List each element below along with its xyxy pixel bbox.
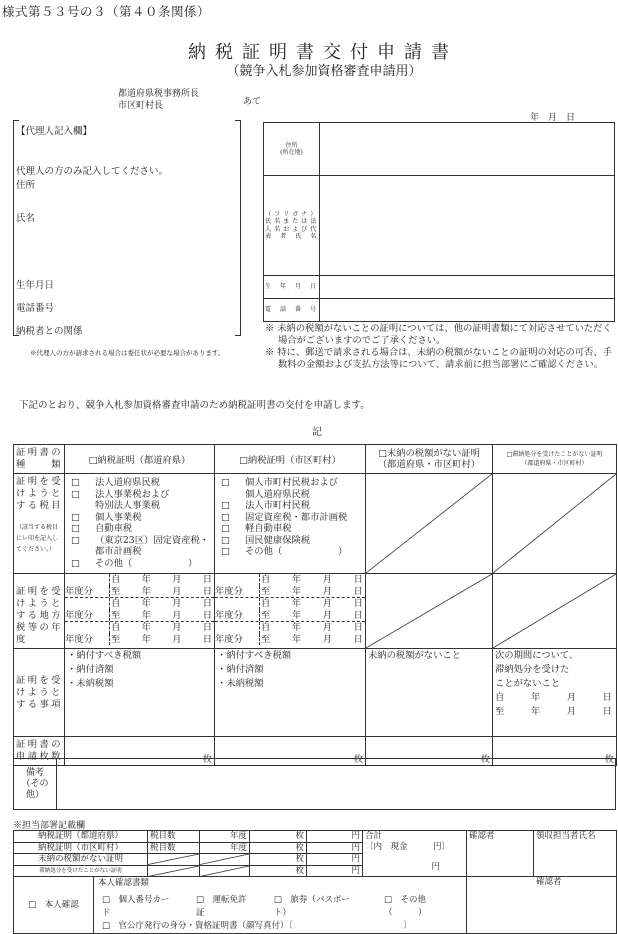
date-part: 日: [202, 633, 212, 645]
col-pref-tax[interactable]: □納税証明（都道府県）: [65, 445, 215, 474]
disposition-count[interactable]: 枚: [493, 737, 617, 766]
tax-item-label: 国民健康保険税: [245, 534, 311, 546]
applicant-birthdate-field[interactable]: [320, 276, 615, 299]
muni-matters: [215, 649, 366, 737]
applicant-address-label: 住所 (所在地): [264, 123, 320, 176]
matter-item: ことがないこと: [495, 678, 561, 689]
applicant-name-label: （フリガナ）氏名または法人名および代表者氏名: [264, 176, 320, 276]
pref-years[interactable]: [65, 574, 215, 649]
diagonal-line: [366, 474, 492, 573]
office-yen: 円: [307, 831, 363, 843]
date-part: 自: [261, 598, 271, 609]
period-to[interactable]: 至 年 月 日: [495, 706, 612, 717]
year-range-from[interactable]: [215, 622, 365, 634]
date-part: 年: [291, 598, 302, 609]
tax-item[interactable]: [65, 535, 214, 547]
checkbox-spacer: [65, 500, 95, 512]
col-no-unpaid-scope: （都道府県・市区町村）: [377, 459, 481, 470]
office-sheets: 枚: [250, 842, 307, 854]
office-row-label: 未納の税額がない証明: [14, 854, 148, 866]
date-part: 月: [172, 622, 182, 633]
date-part: 月: [322, 633, 333, 645]
date-part: 日: [202, 598, 212, 609]
year-range[interactable]: [65, 622, 214, 645]
row-label-count: 証明書の申請枚数: [14, 737, 65, 766]
id-doc-official[interactable]: □ 官公庁発行の身分・資格証明書（顔写真付）〔 〕: [102, 921, 412, 931]
office-fiscal-year: 年度: [200, 842, 250, 854]
application-date[interactable]: 年 月 日: [530, 113, 576, 123]
ki-heading: 記: [312, 427, 322, 438]
checkbox-spacer: [65, 546, 95, 558]
tax-item-label: 法人道府県民税: [95, 477, 161, 488]
tax-item[interactable]: [215, 477, 365, 489]
office-diag: [148, 854, 200, 866]
tax-item[interactable]: [65, 477, 214, 489]
date-part: 月: [322, 574, 333, 585]
bracket-right: [235, 120, 241, 336]
year-range[interactable]: [215, 574, 365, 598]
tax-item-label: 都市計画税: [95, 546, 142, 557]
year-range-from[interactable]: [215, 574, 365, 586]
diagonal-line: [200, 866, 249, 877]
tax-items-label: 証明を受けようとする税目: [16, 476, 62, 511]
tax-item-label: その他（ ）: [245, 546, 348, 557]
tax-item-label: 固定資産税・都市計画税: [245, 511, 348, 523]
office-diag: [148, 865, 200, 877]
date-part: 年: [141, 609, 151, 621]
tax-item-label: 個人道府県民税: [245, 488, 311, 500]
date-part: 月: [172, 585, 182, 597]
matter-item: ・未納税額: [217, 678, 264, 689]
tax-item[interactable]: [215, 523, 365, 535]
muni-count[interactable]: 枚: [215, 737, 366, 766]
date-range-field[interactable]: [260, 610, 365, 622]
date-range-field[interactable]: [260, 586, 365, 598]
year-range-from[interactable]: [65, 574, 214, 586]
diag-cell: [493, 474, 617, 574]
tax-item-label: 軽自動車税: [245, 523, 292, 534]
diag-cell: [366, 574, 493, 649]
office-tax-count: 税目数: [148, 831, 200, 843]
date-part: 月: [172, 609, 182, 621]
tax-item-label: 法人事業税および: [95, 488, 170, 500]
year-range-to[interactable]: [215, 634, 365, 646]
year-range-to[interactable]: [65, 634, 214, 646]
year-range-to[interactable]: [65, 586, 214, 598]
date-range-field[interactable]: [110, 598, 214, 610]
matter-item: 滞納処分を受けた: [495, 664, 570, 675]
fiscal-year-field[interactable]: [215, 598, 260, 610]
office-yen: 円: [307, 854, 363, 866]
checkbox-spacer: [215, 489, 245, 501]
diag-cell: [366, 474, 493, 574]
tax-item[interactable]: [215, 512, 365, 524]
date-range-field[interactable]: [260, 622, 365, 634]
tax-item-label: 個人事業税: [95, 511, 142, 523]
date-part: 日: [353, 609, 363, 621]
id-doc-passport[interactable]: □ 旅券（パスポート）: [273, 895, 350, 918]
date-part: 日: [353, 633, 363, 645]
agent-instruction: 代理人の方のみ記入してください。: [16, 166, 169, 177]
checkbox-icon[interactable]: □: [221, 511, 230, 523]
applicant-phone-field[interactable]: [320, 299, 615, 322]
date-part: 年: [141, 598, 151, 609]
date-part: 至: [261, 585, 271, 597]
office-fiscal-year: 年度: [200, 831, 250, 843]
row-label-type: 証明書の種類: [14, 445, 65, 474]
office-table: [13, 830, 617, 934]
checkbox-icon[interactable]: □: [71, 523, 80, 534]
date-part: 自: [111, 622, 121, 633]
row-label-matters: 証明を受けようとする事項: [14, 649, 65, 737]
checkbox-icon[interactable]: □: [71, 511, 80, 523]
remarks-field[interactable]: [57, 759, 616, 810]
applicant-phone-label: 電話番号: [264, 299, 320, 322]
tax-item-label: （東京23区）固定資産税・: [95, 534, 210, 546]
matter-item: ・納付すべき税額: [67, 650, 142, 661]
id-docs-title: 本人確認書類: [98, 878, 150, 888]
fiscal-year-field[interactable]: [65, 598, 110, 610]
date-part: 日: [202, 585, 212, 597]
id-docs: [94, 877, 467, 934]
office-row-label: 納税証明（市区町村）: [14, 842, 148, 854]
checkbox-icon[interactable]: □: [221, 523, 230, 534]
date-part: 年: [291, 622, 302, 633]
diag-cell: [493, 574, 617, 649]
tax-items-note: （該当する税目にレ印を記入してください。）: [16, 524, 59, 553]
office-yen: 円: [307, 842, 363, 854]
date-part: 年: [291, 585, 302, 597]
page-subtitle: （競争入札参加資格審査申請用）: [226, 64, 422, 79]
date-part: 月: [172, 574, 182, 585]
row-label-years: 証明を受けようとする地方税等の年度: [14, 574, 65, 649]
col-no-unpaid[interactable]: [366, 445, 493, 474]
fiscal-year-field[interactable]: 年度分: [215, 610, 260, 622]
date-part: 月: [322, 609, 333, 621]
tax-item-label: 特別法人事業税: [95, 500, 161, 511]
matter-item: ・未納税額: [67, 678, 114, 689]
agent-note: ※代理人の方が請求される場合は委任状が必要な場合があります。: [30, 349, 225, 357]
date-part: 日: [202, 622, 212, 633]
date-part: 至: [261, 609, 271, 621]
fiscal-year-field[interactable]: 年度分: [65, 586, 110, 598]
pref-tax-items: [65, 474, 215, 574]
tax-item[interactable]: [65, 512, 214, 524]
date-part: 日: [353, 574, 363, 585]
muni-tax-items: [215, 474, 366, 574]
tax-item[interactable]: [215, 535, 365, 547]
id-doc-mynumber[interactable]: □ 個人番号カード: [102, 895, 170, 918]
office-total: 合計 〔内 現金 円〕 円: [363, 831, 467, 877]
date-part: 日: [353, 622, 363, 633]
date-part: 日: [202, 609, 212, 621]
note-mail: ※ 特に、郵送で請求される場合は、未納の税額がないことの証明の対応の可否、手数料の金額および支払方法等について、請求前に担当部署にご確認ください。: [265, 347, 612, 370]
date-part: 年: [291, 609, 302, 621]
office-receiver: 領収担当者氏名: [534, 831, 617, 877]
pref-matters: [65, 649, 215, 737]
office-diag: [200, 865, 250, 877]
period-from[interactable]: 自 年 月 日: [495, 692, 612, 703]
date-range-field[interactable]: [110, 574, 214, 586]
checkbox-icon[interactable]: □: [71, 557, 80, 569]
matter-item: ・納付すべき税額: [217, 650, 292, 661]
fiscal-year-field[interactable]: [65, 622, 110, 634]
office-section-title: ※担当部署記載欄: [13, 821, 86, 831]
applicant-notes: [265, 323, 615, 371]
applicant-table: [263, 122, 615, 322]
diagonal-line: [493, 474, 616, 573]
diagonal-line: [200, 854, 249, 865]
applicant-address-field[interactable]: [320, 123, 615, 176]
id-doc-other[interactable]: □ その他（ ）: [383, 895, 427, 918]
date-part: 月: [172, 633, 182, 645]
date-part: 日: [353, 585, 363, 597]
date-range-field[interactable]: [110, 586, 214, 598]
agent-heading: 【代理人記入欄】: [16, 126, 93, 137]
date-part: 月: [322, 585, 333, 597]
year-range[interactable]: [65, 598, 214, 622]
year-range[interactable]: [215, 598, 365, 622]
office-row-label: 滞納処分を受けたことがない証明: [14, 865, 148, 877]
date-part: 年: [141, 585, 151, 597]
tax-item[interactable]: [65, 489, 214, 501]
fiscal-year-field[interactable]: 年度分: [215, 586, 260, 598]
year-range-to[interactable]: [215, 586, 365, 598]
date-part: 月: [172, 598, 182, 609]
tax-item[interactable]: [65, 558, 214, 570]
fiscal-year-field[interactable]: [215, 574, 260, 586]
addressee-prefecture: 都道府県税事務所長: [118, 89, 200, 99]
year-range-to[interactable]: [215, 610, 365, 622]
tax-item[interactable]: [65, 523, 214, 535]
date-part: 自: [111, 574, 121, 585]
checkbox-icon[interactable]: □: [71, 477, 80, 488]
note-unpaid: ※ 未納の税額がないことの証明については、他の証明書類にて対応させていただく場合がございますのでご了承ください。: [265, 323, 612, 346]
matter-item: 次の期間について、: [495, 650, 579, 661]
date-part: 自: [261, 574, 271, 585]
col-no-disposition-scope: （都道府県・市区町村）: [521, 460, 588, 467]
date-range-field[interactable]: [260, 634, 365, 646]
matter-item: ・納付済額: [67, 664, 114, 675]
office-tax-count: 税目数: [148, 842, 200, 854]
agent-field-address[interactable]: 住所: [16, 180, 36, 191]
diagonal-line: [148, 866, 199, 877]
checkbox-icon[interactable]: □: [221, 500, 230, 511]
office-sheets: 枚: [250, 865, 307, 877]
addressee-municipality: 市区町村長: [118, 101, 164, 111]
date-part: 至: [111, 585, 121, 597]
tax-item[interactable]: [215, 546, 365, 558]
tax-item: [65, 546, 214, 558]
office-yen: 円: [307, 865, 363, 877]
office-sheets: 枚: [250, 831, 307, 843]
agent-field-birthdate[interactable]: 生年月日: [16, 280, 55, 291]
unpaid-count[interactable]: 枚: [366, 737, 493, 766]
date-part: 月: [322, 622, 333, 633]
date-part: 月: [322, 598, 333, 609]
col-no-unpaid-title: □未納の税額がない証明: [378, 448, 480, 459]
date-part: 日: [202, 574, 212, 585]
id-doc-license[interactable]: □ 運転免許証: [196, 895, 247, 918]
agent-field-phone[interactable]: 電話番号: [16, 303, 55, 314]
date-range-field[interactable]: [260, 598, 365, 610]
date-part: 自: [111, 598, 121, 609]
date-part: 至: [111, 633, 121, 645]
diagonal-line: [366, 574, 492, 648]
applicant-birthdate-label: 生年月日: [264, 276, 320, 299]
office-row-label: 納税証明（都道府県）: [14, 831, 148, 843]
declaration: 下記のとおり、競争入札参加資格審査申請のため納税証明書の交付を申請します。: [19, 400, 370, 411]
addressee-suffix: あて: [243, 97, 262, 107]
certificate-table: [13, 444, 617, 766]
year-range-from[interactable]: [65, 598, 214, 610]
form-number: 様式第５３号の３（第４０条関係）: [2, 4, 211, 19]
fiscal-year-field[interactable]: [215, 622, 260, 634]
office-checker2: 確認者: [536, 877, 562, 887]
tax-item: [215, 489, 365, 501]
date-part: 年: [291, 574, 302, 585]
fiscal-year-field[interactable]: 年度分: [65, 634, 110, 646]
fiscal-year-field[interactable]: 年度分: [215, 634, 260, 646]
date-range-field[interactable]: [260, 574, 365, 586]
year-range-from[interactable]: [215, 598, 365, 610]
office-checker2-wrap: [467, 877, 617, 934]
year-range-from[interactable]: [65, 622, 214, 634]
checkbox-icon[interactable]: □: [221, 477, 230, 488]
date-range-field[interactable]: [110, 610, 214, 622]
year-range-to[interactable]: [65, 610, 214, 622]
fiscal-year-field[interactable]: [65, 574, 110, 586]
disposition-matters: [493, 649, 617, 737]
tax-item[interactable]: [215, 500, 365, 512]
checkbox-icon[interactable]: □: [71, 534, 80, 546]
col-muni-tax[interactable]: □納税証明（市区町村）: [215, 445, 366, 474]
diagonal-line: [148, 854, 199, 865]
date-part: 年: [291, 633, 302, 645]
date-part: 年: [141, 633, 151, 645]
office-diag: [200, 854, 250, 866]
tax-item-label: 自動車税: [95, 523, 133, 534]
date-range-field[interactable]: [110, 634, 214, 646]
date-part: 至: [261, 633, 271, 645]
office-sheets: 枚: [250, 854, 307, 866]
date-part: 年: [141, 622, 151, 633]
date-part: 自: [261, 622, 271, 633]
checkbox-icon[interactable]: □: [71, 488, 80, 500]
muni-years[interactable]: [215, 574, 366, 649]
remarks-label: 備考 （その他）: [14, 759, 57, 810]
col-no-disposition[interactable]: [493, 445, 617, 474]
date-range-field[interactable]: [110, 622, 214, 634]
col-no-disposition-title: □滞納処分を受けたことがない証明: [506, 451, 603, 458]
tax-item-label: 個人市町村民税および: [245, 477, 338, 488]
agent-section: [13, 120, 241, 336]
office-checker: 確認者: [467, 831, 534, 877]
date-part: 日: [353, 598, 363, 609]
applicant-name-field[interactable]: [320, 176, 615, 276]
checkbox-icon[interactable]: □: [221, 546, 230, 557]
agent-field-relationship[interactable]: 納税者との関係: [16, 326, 83, 337]
agent-field-name[interactable]: 氏名: [16, 213, 36, 224]
year-range[interactable]: [215, 622, 365, 645]
date-part: 至: [111, 609, 121, 621]
tax-item-label: 法人市町村民税: [245, 500, 311, 511]
page-title: 納税証明書交付申請書: [188, 42, 458, 63]
remarks-table: [13, 758, 616, 810]
row-label-tax-items: [14, 474, 65, 574]
date-part: 年: [141, 574, 151, 585]
tax-item: [65, 500, 214, 512]
checkbox-icon[interactable]: □: [221, 534, 230, 546]
year-range[interactable]: [65, 574, 214, 598]
tax-item-label: その他（ ）: [95, 557, 198, 569]
matter-item: 未納の税額がないこと: [368, 650, 461, 661]
pref-count[interactable]: 枚: [65, 737, 215, 766]
fiscal-year-field[interactable]: 年度分: [65, 610, 110, 622]
diagonal-line: [493, 574, 616, 648]
unpaid-matters: [366, 649, 493, 737]
id-docs-line1: [98, 894, 464, 920]
id-check[interactable]: □ 本人確認: [14, 877, 94, 934]
matter-item: ・納付済額: [217, 664, 264, 675]
